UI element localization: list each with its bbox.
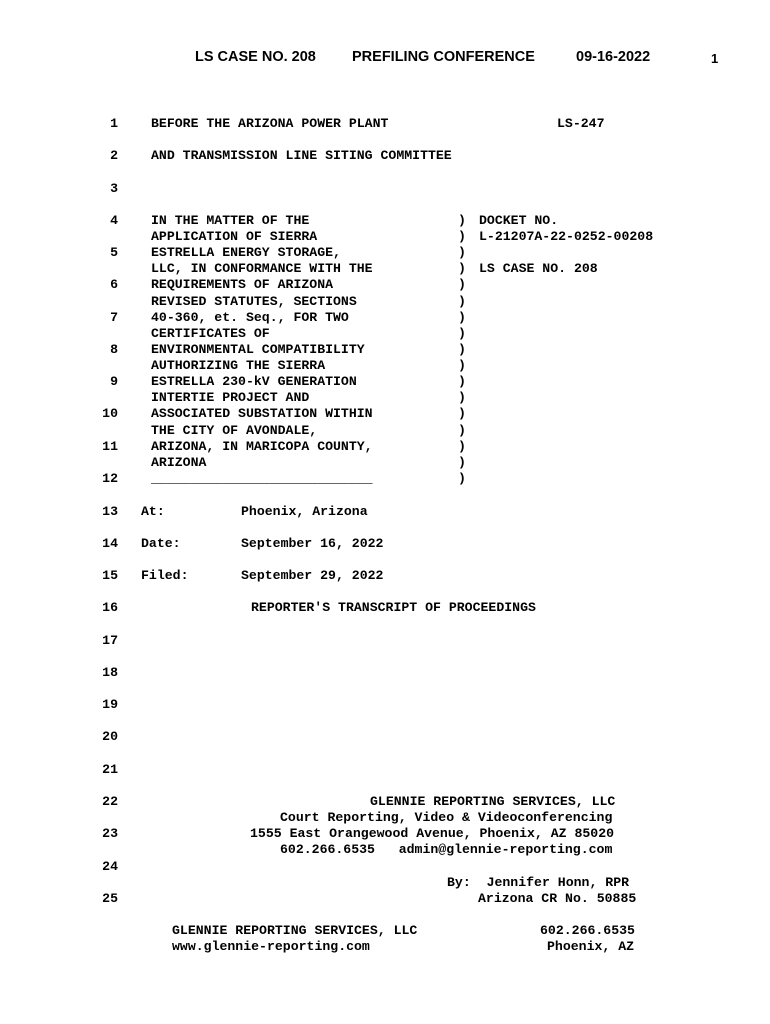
footer-company: GLENNIE REPORTING SERVICES, LLC (172, 923, 418, 938)
paren: ) (458, 261, 466, 276)
paren: ) (458, 326, 466, 341)
paren: ) (458, 374, 466, 389)
line-number: 4 (110, 213, 118, 228)
reporter-address: 1555 East Orangewood Avenue, Phoenix, AZ 85020 (250, 826, 615, 841)
matter-line: ASSOCIATED SUBSTATION WITHIN (151, 406, 373, 421)
matter-line: REVISED STATUTES, SECTIONS (151, 294, 357, 309)
paren: ) (458, 455, 466, 470)
line-number: 2 (110, 148, 118, 163)
reporter-cr-no: Arizona CR No. 50885 (478, 891, 637, 906)
line-number: 11 (102, 439, 118, 454)
caption-line-1: BEFORE THE ARIZONA POWER PLANT (151, 116, 389, 131)
matter-line: ESTRELLA ENERGY STORAGE, (151, 245, 341, 260)
docket-number: L-21207A-22-0252-00208 (479, 229, 654, 244)
filed-label: Filed: (141, 568, 189, 583)
at-value: Phoenix, Arizona (241, 504, 368, 519)
header-conference: PREFILING CONFERENCE (352, 49, 535, 65)
date-value: September 16, 2022 (241, 536, 384, 551)
matter-line: THE CITY OF AVONDALE, (151, 423, 318, 438)
footer-website: www.glennie-reporting.com (172, 939, 370, 954)
line-number: 21 (102, 762, 118, 777)
paren: ) (458, 439, 466, 454)
paren: ) (458, 294, 466, 309)
line-number: 19 (102, 697, 118, 712)
matter-line: ENVIRONMENTAL COMPATIBILITY (151, 342, 365, 357)
line-number: 9 (110, 374, 118, 389)
matter-line: AUTHORIZING THE SIERRA (151, 358, 326, 373)
footer-phone: 602.266.6535 (540, 923, 635, 938)
paren: ) (458, 245, 466, 260)
matter-underline: ____________________________ (151, 471, 373, 486)
paren: ) (458, 423, 466, 438)
matter-line: REQUIREMENTS OF ARIZONA (151, 277, 334, 292)
line-number: 7 (110, 310, 118, 325)
paren: ) (458, 406, 466, 421)
ls-case: LS CASE NO. 208 (479, 261, 598, 276)
line-number: 23 (102, 826, 118, 841)
paren: ) (458, 342, 466, 357)
paren: ) (458, 390, 466, 405)
paren: ) (458, 229, 466, 244)
line-number: 18 (102, 665, 118, 680)
line-number: 20 (102, 729, 118, 744)
paren: ) (458, 358, 466, 373)
line-number: 8 (110, 342, 118, 357)
line-number: 16 (102, 600, 118, 615)
header-date: 09-16-2022 (576, 49, 651, 65)
line-number: 17 (102, 633, 118, 648)
line-number: 22 (102, 794, 118, 809)
line-number: 10 (102, 406, 118, 421)
matter-line: IN THE MATTER OF THE (151, 213, 310, 228)
line-number: 14 (102, 536, 118, 551)
page-number: 1 (711, 51, 719, 66)
line-number: 3 (110, 181, 118, 196)
line-number: 25 (102, 891, 118, 906)
docket-label: DOCKET NO. (479, 213, 559, 228)
caption-line-2: AND TRANSMISSION LINE SITING COMMITTEE (151, 148, 452, 163)
line-number: 5 (110, 245, 118, 260)
matter-line: INTERTIE PROJECT AND (151, 390, 310, 405)
matter-line: ESTRELLA 230-kV GENERATION (151, 374, 357, 389)
matter-line: APPLICATION OF SIERRA (151, 229, 318, 244)
matter-line: ARIZONA (151, 455, 207, 470)
line-number: 15 (102, 568, 118, 583)
paren: ) (458, 471, 466, 486)
transcript-title: REPORTER'S TRANSCRIPT OF PROCEEDINGS (251, 600, 536, 615)
reporter-by: By: Jennifer Honn, RPR (447, 875, 630, 890)
paren: ) (458, 310, 466, 325)
line-number: 13 (102, 504, 118, 519)
header-case: LS CASE NO. 208 (195, 49, 316, 65)
paren: ) (458, 277, 466, 292)
footer-city: Phoenix, AZ (547, 939, 635, 954)
matter-line: 40-360, et. Seq., FOR TWO (151, 310, 349, 325)
line-number: 6 (110, 277, 118, 292)
matter-line: CERTIFICATES OF (151, 326, 270, 341)
ls-number: LS-247 (557, 116, 605, 131)
paren: ) (458, 213, 466, 228)
date-label: Date: (141, 536, 181, 551)
reporter-contact: 602.266.6535 admin@glennie-reporting.com (280, 842, 613, 857)
matter-line: ARIZONA, IN MARICOPA COUNTY, (151, 439, 373, 454)
line-number: 12 (102, 471, 118, 486)
filed-value: September 29, 2022 (241, 568, 384, 583)
reporter-services: Court Reporting, Video & Videoconferencing (280, 810, 613, 825)
line-number: 1 (110, 116, 118, 131)
line-number: 24 (102, 859, 118, 874)
reporter-company: GLENNIE REPORTING SERVICES, LLC (370, 794, 616, 809)
matter-line: LLC, IN CONFORMANCE WITH THE (151, 261, 373, 276)
at-label: At: (141, 504, 165, 519)
